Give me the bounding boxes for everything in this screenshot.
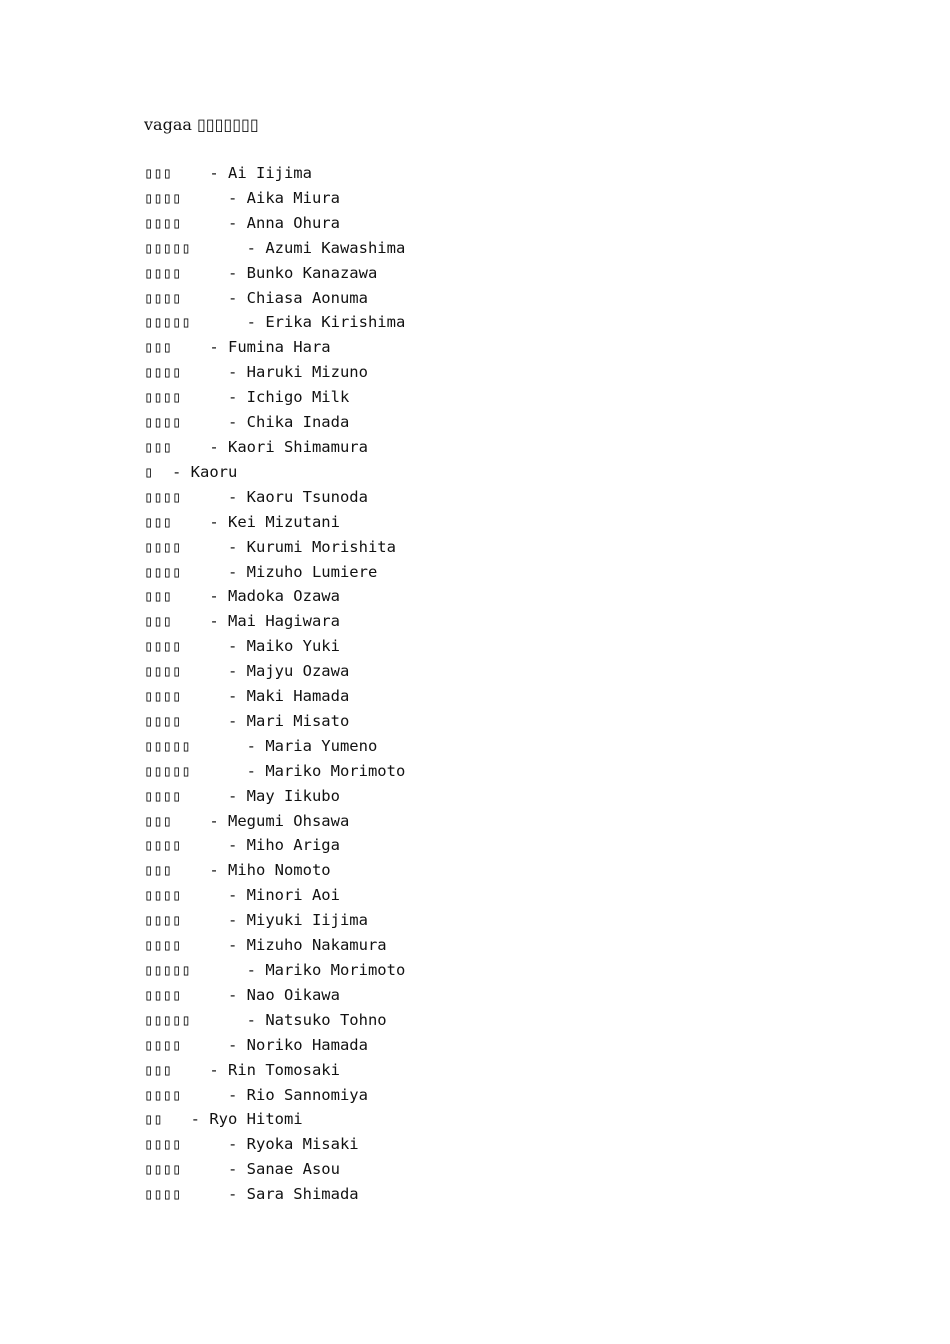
list-item: ▯▯▯▯▯ - Natsuko Tohno bbox=[144, 1010, 387, 1029]
list-item: ▯▯▯▯ - Maki Hamada bbox=[144, 687, 350, 706]
list-item: ▯▯▯▯ - Bunko Kanazawa bbox=[144, 263, 378, 282]
list-item: ▯▯▯▯ - Mizuho Nakamura bbox=[144, 936, 387, 955]
list-item: ▯▯▯▯ - Nao Oikawa bbox=[144, 985, 340, 1004]
list-item: ▯▯▯▯ - Miho Ariga bbox=[144, 836, 340, 855]
name-list bbox=[144, 161, 405, 1207]
list-item: ▯▯▯ - Ai Iijima bbox=[144, 164, 312, 182]
list-item: ▯▯▯▯ - Minori Aoi bbox=[144, 886, 340, 905]
list-item: ▯ - Kaoru bbox=[144, 462, 238, 481]
list-item: ▯▯▯▯ - Chiasa Aonuma bbox=[144, 288, 368, 307]
list-item: ▯▯▯▯ - Haruki Mizuno bbox=[144, 363, 368, 382]
list-item: ▯▯▯▯ - Aika Miura bbox=[144, 188, 340, 207]
list-item: ▯▯▯▯ - Chika Inada bbox=[144, 413, 350, 432]
list-item: ▯▯▯▯ - Ichigo Milk bbox=[144, 388, 350, 407]
list-item: ▯▯▯▯ - Ryoka Misaki bbox=[144, 1135, 359, 1154]
list-item: ▯▯▯ - Miho Nomoto bbox=[144, 861, 331, 880]
document-title: vagaa ▯▯▯▯▯▯▯ bbox=[144, 115, 259, 134]
list-item: ▯▯▯▯ - Mizuho Lumiere bbox=[144, 562, 378, 581]
list-item: ▯▯▯ - Rin Tomosaki bbox=[144, 1060, 340, 1079]
list-item: ▯▯▯ - Kei Mizutani bbox=[144, 512, 340, 531]
list-item: ▯▯▯▯ - Miyuki Iijima bbox=[144, 911, 368, 930]
list-item: ▯▯▯▯▯ - Mariko Morimoto bbox=[144, 761, 406, 780]
list-item: ▯▯▯▯ - Maiko Yuki bbox=[144, 637, 340, 656]
list-item: ▯▯▯▯▯ - Erika Kirishima bbox=[144, 313, 406, 332]
list-item: ▯▯▯ - Madoka Ozawa bbox=[144, 587, 340, 606]
list-item: ▯▯▯▯▯ - Maria Yumeno bbox=[144, 736, 378, 755]
list-item: ▯▯▯ - Mai Hagiwara bbox=[144, 612, 340, 631]
list-item: ▯▯▯ - Megumi Ohsawa bbox=[144, 811, 350, 830]
list-item: ▯▯▯▯ - Majyu Ozawa bbox=[144, 662, 350, 681]
list-item: ▯▯▯▯ - Sara Shimada bbox=[144, 1185, 359, 1204]
list-item: ▯▯▯ - Fumina Hara bbox=[144, 338, 331, 357]
list-item: ▯▯▯▯ - Mari Misato bbox=[144, 711, 350, 730]
list-item: ▯▯▯▯ - Kaoru Tsunoda bbox=[144, 487, 368, 506]
list-item: ▯▯▯▯▯ - Mariko Morimoto bbox=[144, 961, 406, 979]
list-item: ▯▯▯▯ - Kurumi Morishita bbox=[144, 537, 396, 556]
list-item: ▯▯▯▯ - Anna Ohura bbox=[144, 213, 340, 232]
list-item: ▯▯▯ - Kaori Shimamura bbox=[144, 437, 368, 456]
list-item: ▯▯ - Ryo Hitomi bbox=[144, 1110, 303, 1129]
list-item: ▯▯▯▯ - Noriko Hamada bbox=[144, 1035, 368, 1054]
list-item: ▯▯▯▯ - Rio Sannomiya bbox=[144, 1085, 368, 1104]
list-item: ▯▯▯▯ - May Iikubo bbox=[144, 786, 340, 805]
list-item: ▯▯▯▯ - Sanae Asou bbox=[144, 1160, 340, 1179]
list-item: ▯▯▯▯▯ - Azumi Kawashima bbox=[144, 238, 406, 257]
